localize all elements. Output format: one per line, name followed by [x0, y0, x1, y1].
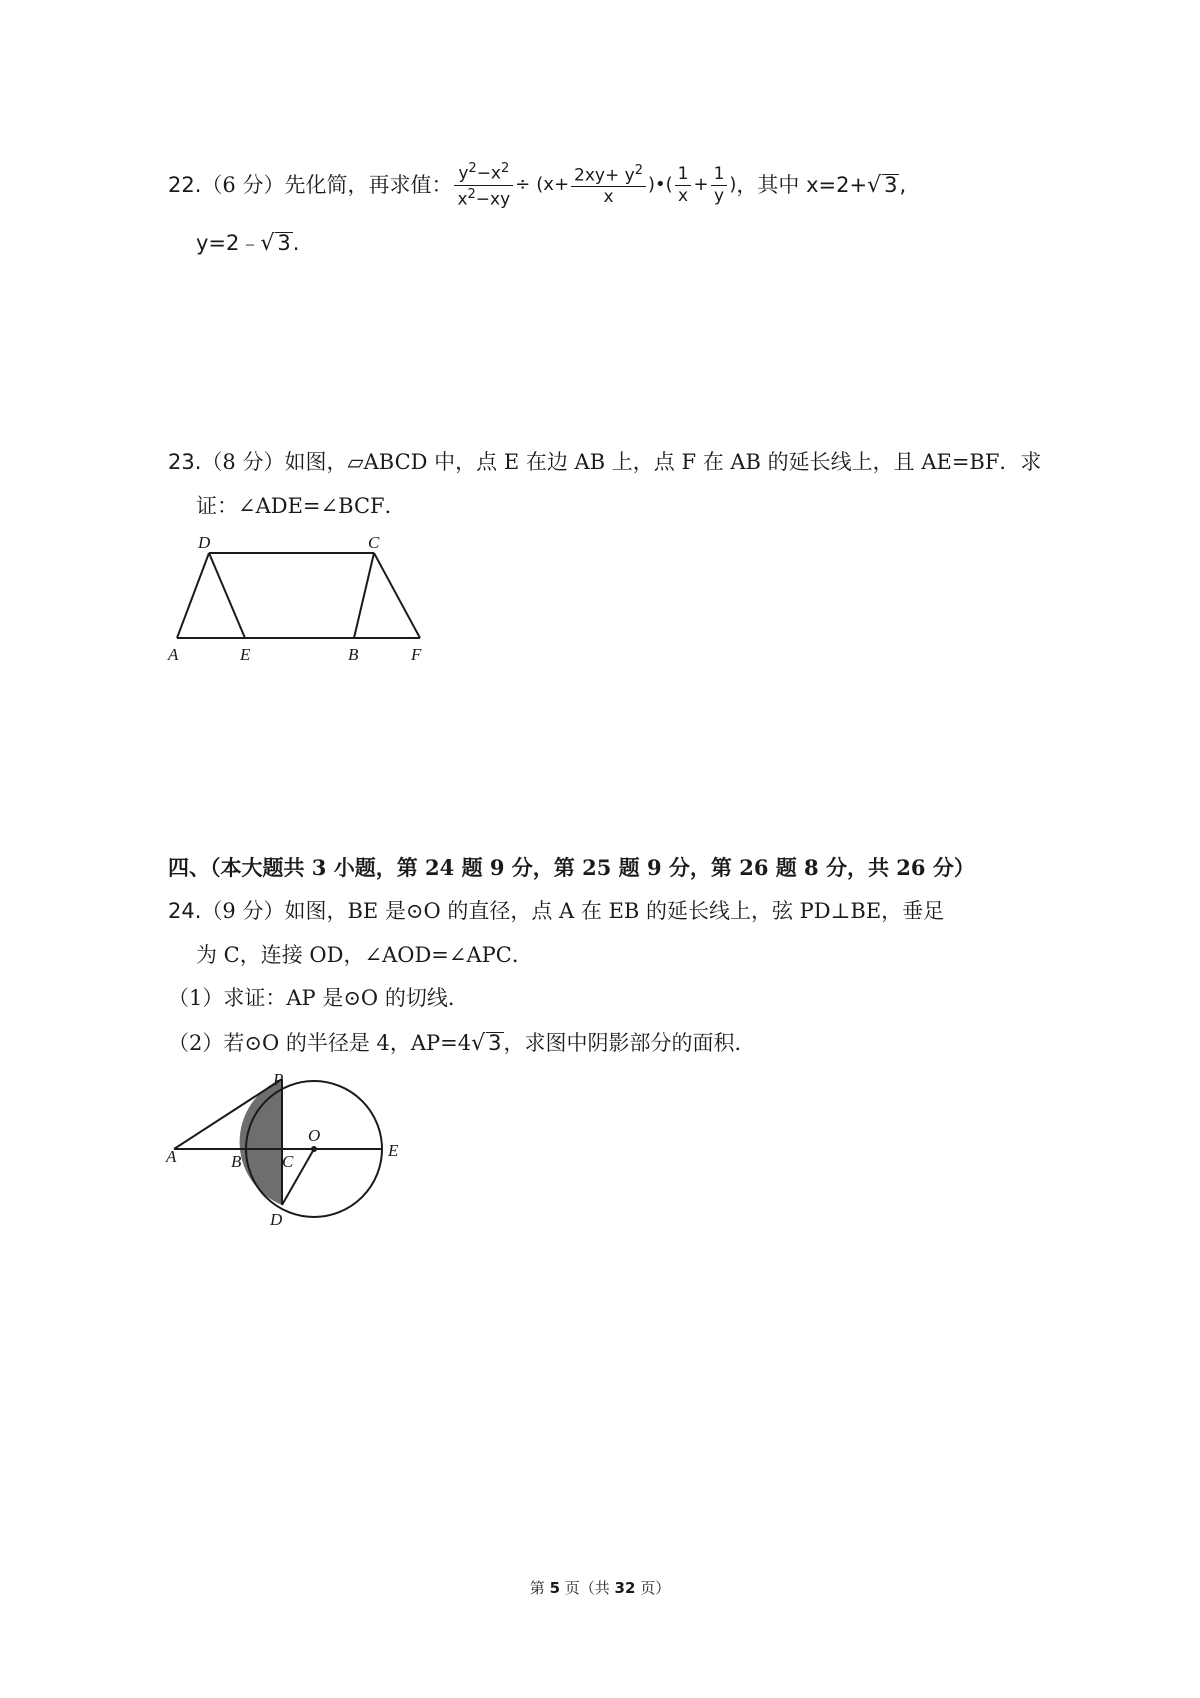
page-footer: 第 5 页（共 32 页）	[529, 1579, 671, 1597]
q22-number: 22.	[168, 172, 202, 197]
sqrt-symbol: √ 3	[867, 172, 898, 198]
label-A: A	[168, 645, 179, 664]
label-A: A	[166, 1147, 177, 1166]
q22-expression: $\frac{y^2-x^2}{x^2-xy}$ ÷ (x+ $\frac{2xy+ y^2}{x}$ )•( $\frac{1}{x}$ + $\frac{1}{y}$ )	[452, 162, 736, 208]
q23-parallelogram-figure	[160, 528, 440, 670]
q22-line2: y=2﹣√ 3.	[196, 231, 300, 256]
label-B: B	[348, 645, 359, 664]
fraction-2: $\frac{2xy+ y^2}{x}$	[571, 164, 646, 207]
label-F: F	[411, 645, 422, 664]
center-point-O	[311, 1146, 317, 1152]
label-C: C	[368, 533, 380, 552]
label-D: D	[270, 1210, 283, 1229]
label-C: C	[282, 1152, 294, 1171]
q23-line1: 23.（8 分）如图，▱ABCD 中，点 E 在边 AB 上，点 F 在 AB 的延长线上，且 AE=BF．求	[168, 450, 1042, 474]
q22-line1: 22. （6 分） 先化简，再求值： $\frac{y^2-x^2}{x^2-xy}$ ÷ (x+ $\frac{2xy+ y^2}{x}$ )•( $\frac{1}{x}$ + $\frac{1}{y}$ ) ，其中 x=2+ √ 3 ,	[168, 161, 907, 210]
label-D: D	[198, 533, 211, 552]
label-B: B	[231, 1152, 242, 1171]
segment-CF	[374, 553, 420, 638]
q22-score: （6 分）	[201, 172, 285, 197]
label-O: O	[308, 1126, 321, 1145]
label-P: P	[273, 1070, 284, 1089]
q24-part1: （1）求证：AP 是⊙O 的切线．	[168, 986, 469, 1010]
fraction-1: $\frac{y^2-x^2}{x^2-xy}$	[454, 162, 513, 208]
total-pages: 32	[614, 1579, 636, 1597]
segment-DE	[209, 553, 245, 638]
fraction-4: $\frac{1}{y}$	[711, 166, 728, 205]
q24-circle-figure	[160, 1065, 410, 1235]
segment-AD	[177, 553, 209, 638]
section-4-heading: 四、（本大题共 3 小题，第 24 题 9 分，第 25 题 9 分，第 26 题 8 分，共 26 分）	[168, 855, 975, 880]
q23-line2: 证：∠ADE=∠BCF．	[196, 494, 406, 518]
q24-line2: 为 C，连接 OD，∠AOD=∠APC．	[196, 943, 533, 967]
q22-prompt: 先化简，再求值：	[284, 172, 453, 197]
q24-line1: 24.（9 分）如图，BE 是⊙O 的直径，点 A 在 EB 的延长线上，弦 PD⊥BE，垂足	[168, 899, 945, 923]
fraction-3: $\frac{1}{x}$	[675, 166, 692, 205]
label-E: E	[240, 645, 251, 664]
segment-CB	[354, 553, 374, 638]
page-number: 5	[549, 1579, 560, 1597]
label-E: E	[388, 1141, 399, 1160]
q22-condition: ，其中 x=2+	[736, 172, 868, 197]
q24-part2: （2）若⊙O 的半径是 4，AP=4√ 3，求图中阴影部分的面积．	[168, 1031, 756, 1056]
